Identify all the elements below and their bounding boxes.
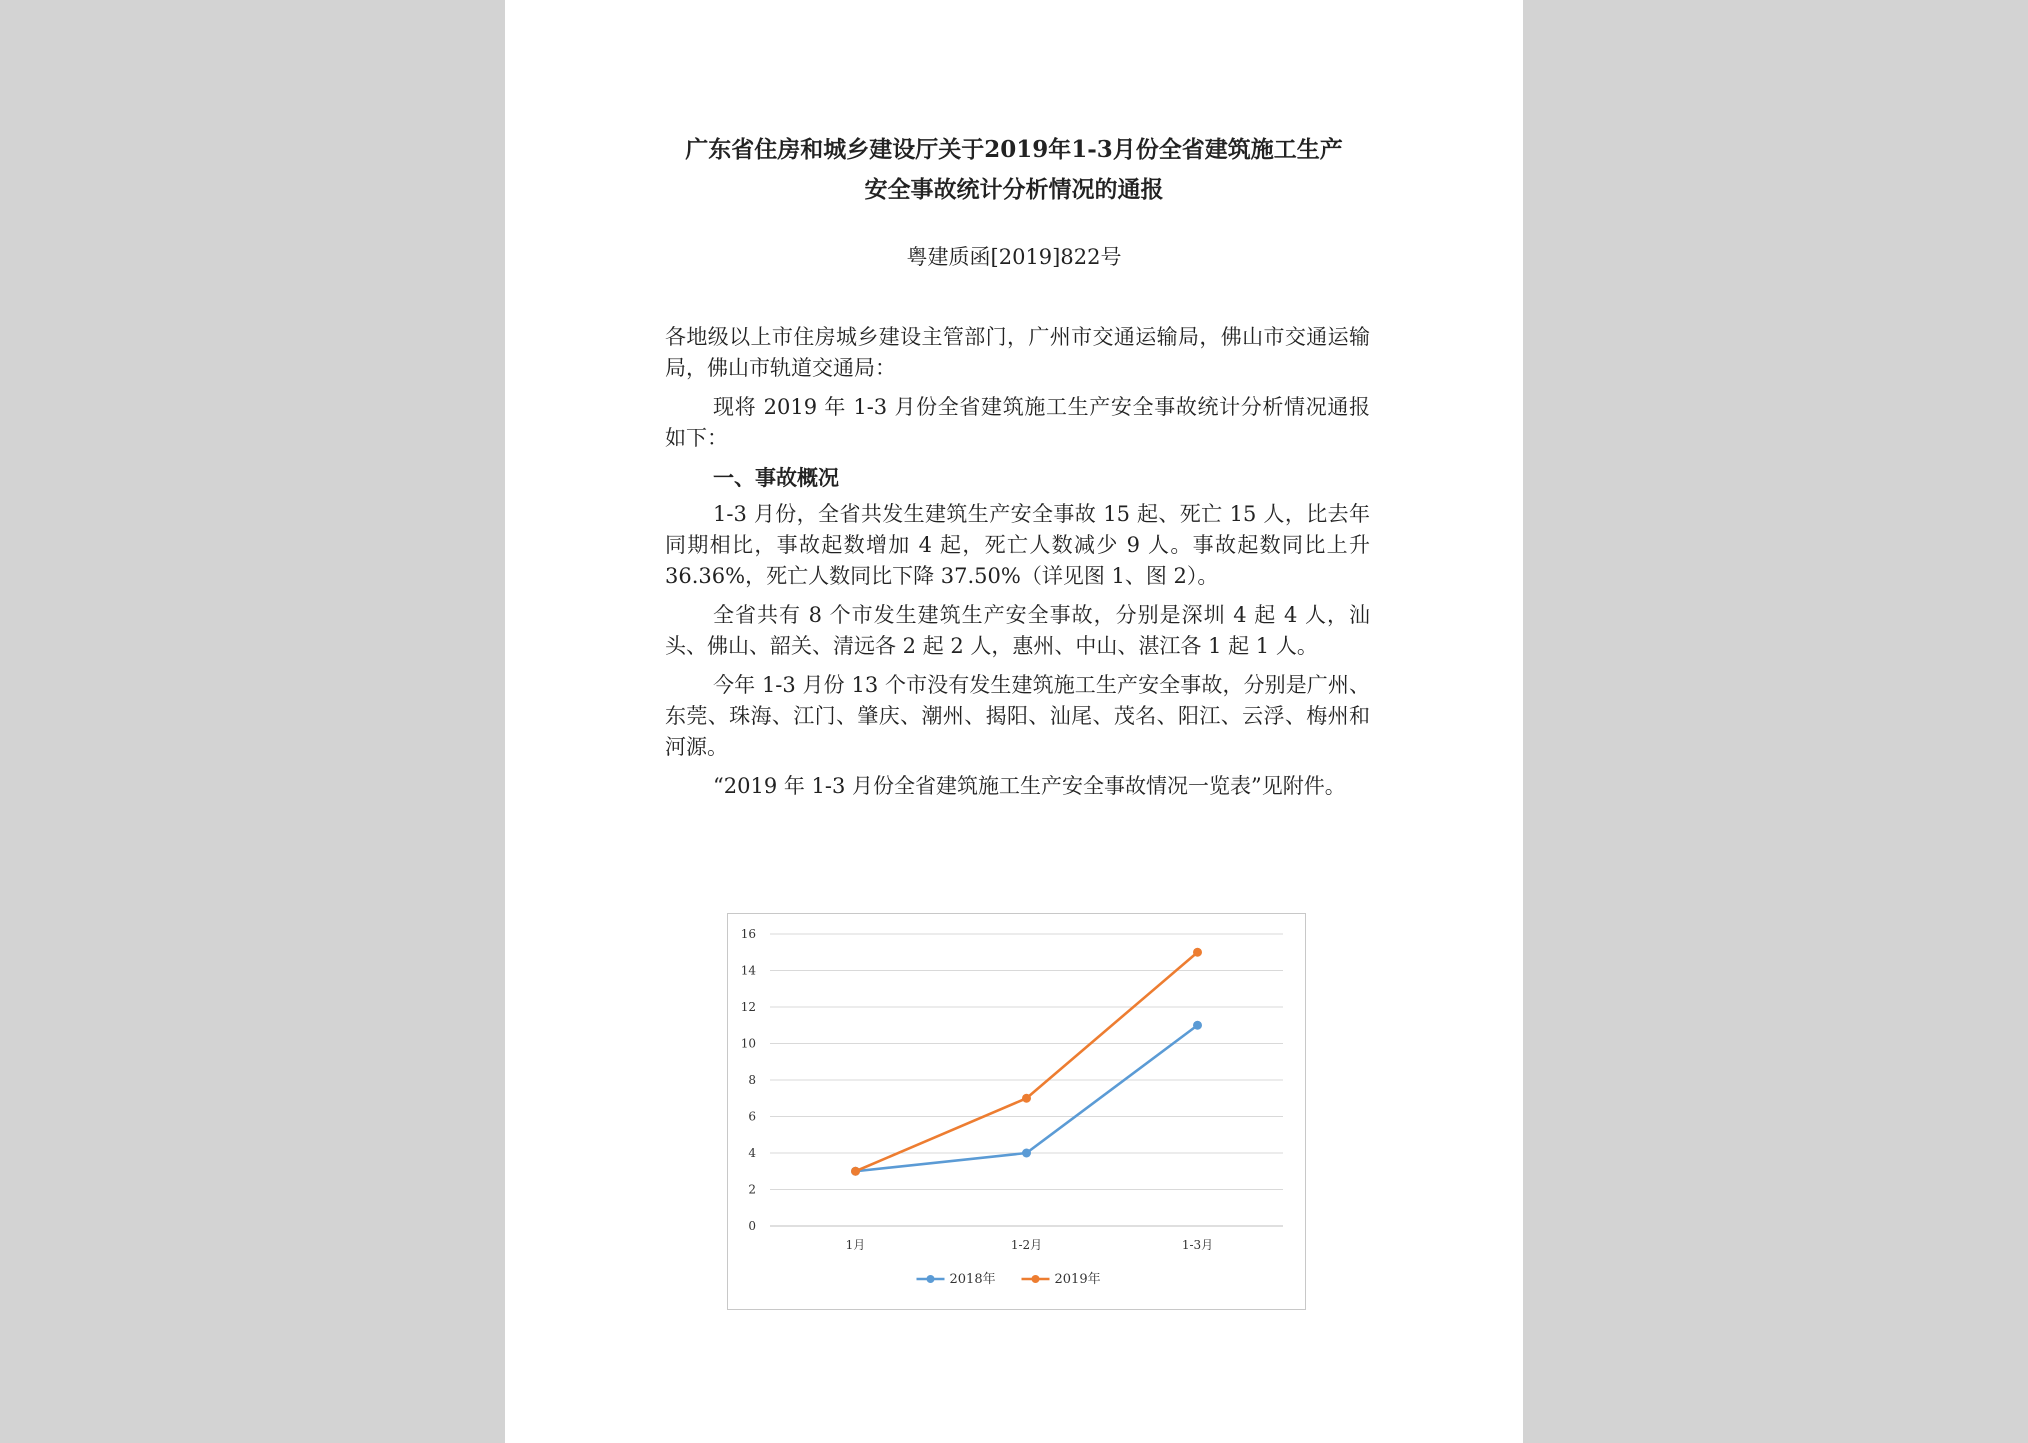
intro-paragraph: 现将 2019 年 1-3 月份全省建筑施工生产安全事故统计分析情况通报如下：	[665, 395, 1370, 450]
y-tick-label: 16	[740, 927, 756, 941]
data-point	[1022, 1149, 1031, 1158]
accident-line-chart	[727, 913, 1306, 1310]
paragraph-attachment: “2019 年 1-3 月份全省建筑施工生产安全事故情况一览表”见附件。	[713, 774, 1346, 798]
section-heading: 一、事故概况	[713, 465, 839, 490]
y-tick-label: 2	[748, 1182, 756, 1197]
y-tick-label: 12	[740, 1000, 756, 1014]
data-point	[1022, 1094, 1031, 1103]
paragraph-cities: 全省共有 8 个市发生建筑生产安全事故，分别是深圳 4 起 4 人，汕头、佛山、韶关、清远各 2 起 2 人，惠州、中山、湛江各 1 起 1 人。	[665, 603, 1370, 658]
document-page	[505, 0, 1523, 1443]
document-number: 粤建质函[2019]822号	[906, 245, 1122, 269]
document-title	[505, 130, 1523, 210]
legend-label: 2018年	[949, 1272, 996, 1287]
y-tick-label: 0	[748, 1219, 756, 1233]
paragraph-summary: 1-3 月份，全省共发生建筑生产安全事故 15 起、死亡 15 人，比去年同期相比，事故起数增加 4 起，死亡人数减少 9 人。事故起数同比上升 36.36%，死亡人数同比下降 37.50%（详见图 1、图 2）。	[665, 502, 1370, 588]
title-line-1: 广东省住房和城乡建设厅关于2019年1-3月份全省建筑施工生产	[685, 136, 1343, 163]
series-line	[856, 952, 1198, 1171]
y-tick-label: 10	[740, 1036, 756, 1051]
x-tick-label: 1-3月	[1181, 1238, 1214, 1252]
data-point	[1193, 1021, 1202, 1030]
chart-svg	[728, 914, 1305, 1309]
y-tick-label: 14	[740, 963, 756, 978]
x-tick-label: 1-2月	[1010, 1238, 1043, 1252]
y-tick-label: 6	[748, 1109, 756, 1124]
legend-swatch-marker	[927, 1275, 935, 1283]
recipients-paragraph: 各地级以上市住房城乡建设主管部门，广州市交通运输局，佛山市交通运输局，佛山市轨道交通局：	[665, 325, 1370, 380]
x-tick-label: 1月	[845, 1238, 866, 1252]
data-point	[1193, 948, 1202, 957]
paragraph-no-accident-cities: 今年 1-3 月份 13 个市没有发生建筑施工生产安全事故，分别是广州、东莞、珠海、江门、肇庆、潮州、揭阳、汕尾、茂名、阳江、云浮、梅州和河源。	[665, 673, 1370, 759]
y-tick-label: 4	[748, 1146, 756, 1160]
legend-swatch-marker	[1032, 1275, 1040, 1283]
document-body	[665, 322, 1370, 810]
data-point	[851, 1167, 860, 1176]
legend-label: 2019年	[1054, 1272, 1101, 1287]
y-tick-label: 8	[748, 1073, 756, 1087]
title-line-2: 安全事故统计分析情况的通报	[864, 176, 1164, 203]
